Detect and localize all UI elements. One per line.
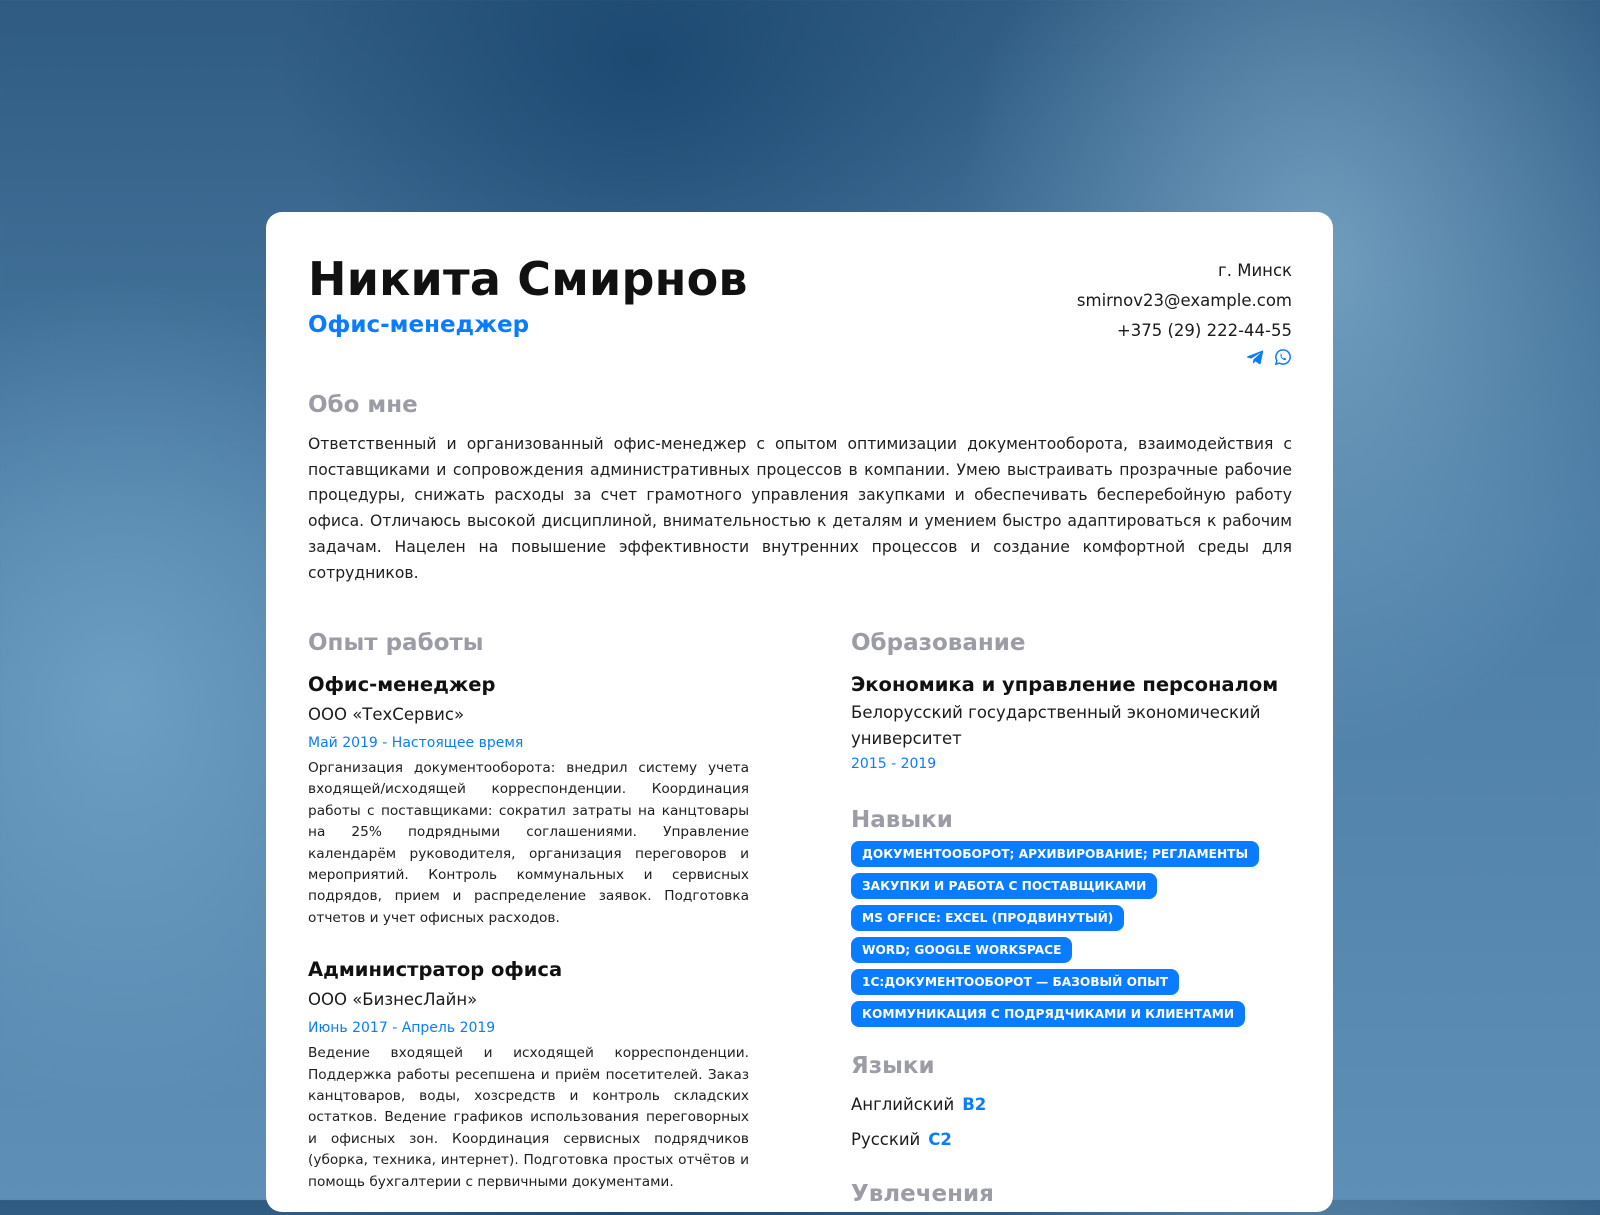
messenger-links bbox=[1246, 348, 1292, 366]
contact-phone[interactable]: +375 (29) 222-44-55 bbox=[1116, 321, 1292, 340]
hobbies-heading: Увлечения bbox=[851, 1181, 994, 1207]
whatsapp-icon[interactable] bbox=[1274, 348, 1292, 366]
language-name: Русский bbox=[851, 1130, 921, 1149]
skill-badge: 1С:ДОКУМЕНТООБОРОТ — БАЗОВЫЙ ОПЫТ bbox=[851, 969, 1179, 995]
experience-section bbox=[308, 630, 749, 1193]
job-description: Организация документооборота: внедрил систему учета входящей/исходящей корреспонденции. Координация работы с поставщиками: сократил затраты на канцтовары на 25% подрядными соглашениями. Управление календарём руководителя, организация переговоров и мероприятий. Контроль коммунальных и сервисных подрядов, прием и распределение заявок. Подготовка отчетов и учет офисных расходов. bbox=[308, 760, 749, 926]
skill-badge: ДОКУМЕНТООБОРОТ; АРХИВИРОВАНИЕ; РЕГЛАМЕНТЫ bbox=[851, 841, 1259, 867]
job-company: ООО «БизнесЛайн» bbox=[308, 990, 478, 1010]
contacts-block bbox=[1077, 256, 1292, 346]
job-entry bbox=[308, 670, 749, 929]
languages-heading: Языки bbox=[851, 1053, 935, 1079]
job-title: Офис-менеджер bbox=[308, 673, 496, 696]
skill-badge: ЗАКУПКИ И РАБОТА С ПОСТАВЩИКАМИ bbox=[851, 873, 1157, 899]
contact-city: г. Минск bbox=[1218, 261, 1292, 280]
education-heading: Образование bbox=[851, 630, 1026, 656]
education-university: Белорусский государственный экономический университет bbox=[851, 703, 1261, 748]
education-degree: Экономика и управление персоналом bbox=[851, 673, 1279, 696]
telegram-icon[interactable] bbox=[1246, 348, 1264, 366]
skill-badge: MS OFFICE: EXCEL (ПРОДВИНУТЫЙ) bbox=[851, 905, 1124, 931]
job-entry bbox=[308, 955, 749, 1193]
about-text: Ответственный и организованный офис-менеджер с опытом оптимизации документооборота, взаимодействия с поставщиками и сопровождения административных процессов в компании. Умею выстраивать прозрачные рабочие процедуры, снижать расходы за счет грамотного управления закупками и обеспечивать бесперебойную работу офиса. Отличаюсь высокой дисциплиной, внимательностью к деталям и умением быстро адаптироваться к рабочим задачам. Нацелен на повышение эффективности внутренних процессов и создание комфортной среды для сотрудников. bbox=[308, 435, 1292, 582]
candidate-name: Никита Смирнов bbox=[308, 252, 748, 306]
resume-card bbox=[266, 212, 1333, 1212]
right-column bbox=[851, 630, 1292, 1215]
skills-heading: Навыки bbox=[851, 807, 953, 833]
contact-email[interactable]: smirnov23@example.com bbox=[1076, 291, 1292, 310]
language-name: Английский bbox=[851, 1095, 955, 1114]
about-heading: Обо мне bbox=[308, 392, 418, 418]
job-dates: Май 2019 - Настоящее время bbox=[308, 735, 524, 751]
job-title: Администратор офиса bbox=[308, 958, 563, 982]
language-item bbox=[851, 1087, 1292, 1122]
language-level: C2 bbox=[928, 1130, 952, 1149]
job-company: ООО «ТехСервис» bbox=[308, 705, 465, 724]
skill-badge: КОММУНИКАЦИЯ С ПОДРЯДЧИКАМИ И КЛИЕНТАМИ bbox=[851, 1001, 1245, 1027]
skills-list bbox=[851, 841, 1292, 1027]
job-description: Ведение входящей и исходящей корреспонденции. Поддержка работы ресепшена и приём посетителей. Заказ канцтоваров, воды, хозсредств и контроль складских остатков. Ведение графиков использования переговорных и офисных зон. Координация сервисных подрядчиков (уборка, техника, интернет). Подготовка простых отчётов и помощь бухгалтерии с первичными документами. bbox=[308, 1045, 749, 1190]
language-level: B2 bbox=[962, 1095, 987, 1114]
candidate-role: Офис-менеджер bbox=[308, 312, 530, 338]
language-item bbox=[851, 1122, 1292, 1157]
job-dates: Июнь 2017 - Апрель 2019 bbox=[308, 1020, 496, 1037]
skill-badge: WORD; GOOGLE WORKSPACE bbox=[851, 937, 1072, 963]
education-dates: 2015 - 2019 bbox=[851, 756, 937, 772]
experience-heading: Опыт работы bbox=[308, 630, 484, 656]
